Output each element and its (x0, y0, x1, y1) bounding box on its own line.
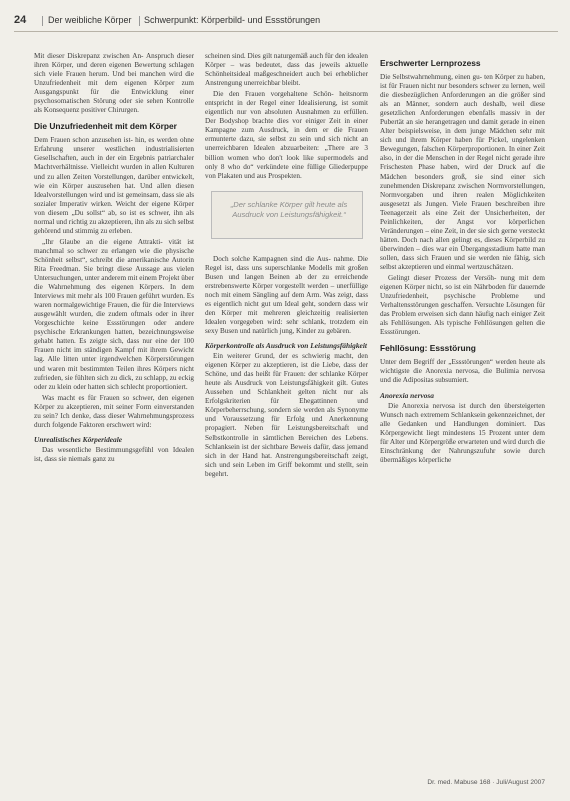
paragraph: Mit dieser Diskrepanz zwischen An- Anspruch dieser ihren Körper, und deren eigenen Bewertung schlagen sich viele Frauen herum. Und bei manchen wird die Unzufriedenheit mit dem eigenen Körper zum Ausgangspunkt für die Entwicklung einer psychosomatischen Störung oder sie sehen Kontrolle als Konsequenz positiver Chirurgen. (34, 52, 194, 115)
paragraph: Das wesentliche Bestimmungsgefühl von Idealen ist, dass sie niemals ganz zu (34, 445, 194, 463)
section-heading: Erschwerter Lernprozess (380, 58, 481, 68)
section-title: Der weibliche Körper (48, 15, 132, 25)
paragraph-text: scheinen sind. Dies gilt naturgemäß (205, 52, 308, 60)
paragraph: Die Selbstwahrnehmung, einen gu- ten Körper zu haben, ist für Frauen nicht nur besonders schwer zu lernen, weil die diesbezüglichen Anforderungen an die größer sind als an Männer, sondern auch deshalb, weil diese gesetzlichen Anforderungen ebenfalls massiv in der Pubertät an sie herangetragen und damit gerade in einen Alter beispielsweise, in dem junge Mädchen sehr mit sich und ihrem Körper haben für Pickel, ungelenken Bewegungen, falschen Körperproportionen. In einer Zeit also, in der die Menschen in der Regel nicht gerade ihre Frischesten Phase haben, wird der Druck auf die Mädchen besonders groß, sie sind einer sich zunehmenden Diskrepanz zwischen Normvorstellungen, Normvorgaben und ihren realen Möglichkeiten ausgesetzt als Jungen. Viele Frauen beschreiben ihre Teenagerzeit als eine Zeit der Unsicherheiten, der Peinlichkeiten, der Angst vor körperlichen Veränderungen – eine Zeit, in der sie sich gerne versteckt hätten. Doch nach allen gelingt es, dieses Körperbild zu überwinden – dies war ein Übergangsstadium hatte man sollen, dass sich Frauen und sie werden nie fähig, sich selbst akzeptieren und einmal wertzuschätzen. (380, 73, 545, 271)
paragraph-text: Die den Frauen vorgehaltene Schön- (213, 90, 334, 99)
paragraph: Die den Frauen vorgehaltene Schön- heitsnorm entspricht in der Regel einer Idealisierung, ist somit eigentlich nur von absoluten Ausnahmen zu erfüllen. Der Bodyshop brachte dies vor einiger Zeit in einer Kampagne zum Ausdruck, in dem er die Frauen ermunterte dazu, sie selbst zu sein und sich nicht an unerreichbaren Idealen abzuarbeiten: „There are 3 billion women who don't look like supermodels and only 8 who do“ verkündete eine füllige Gliederpuppe von Plakaten und aus Prospekten. (205, 90, 368, 180)
paragraph-text: Gelingt dieser Prozess der Versöh- (388, 274, 497, 283)
page-number: 24 (14, 14, 27, 26)
section-heading: Fehllösung: Essstörung (380, 343, 476, 354)
pull-quote (211, 191, 363, 239)
page-footer: Dr. med. Mabuse 168 · Juli/August 2007 (427, 779, 545, 786)
header-rule (14, 31, 558, 32)
paragraph-text: Die Anorexia nervosa ist durch den (388, 401, 501, 410)
section-heading: Die Unzufriedenheit mit dem Körper (34, 121, 177, 132)
paragraph-text: Das wesentliche Bestimmungsgefühl (42, 445, 154, 454)
text-column-2 (205, 52, 368, 481)
subheading: Unrealistisches Körperideale (34, 434, 123, 444)
paragraph-text: Unter dem Begriff der „Essstörungen“ (380, 358, 493, 367)
page-header (14, 14, 558, 30)
paragraph-text: Doch solche Kampagnen sind die Aus- (213, 254, 331, 263)
subheading: Anorexia nervosa (380, 390, 434, 400)
text-column-1 (34, 52, 194, 466)
subheading: Körperkontrolle als Ausdruck von Leistungsfähigkeit (205, 341, 367, 351)
paragraph: Was macht es für Frauen so schwer, den eigenen Körper zu akzeptieren, mit seiner Form einverstanden zu sein? Ich denke, dass dieser Wahrnehmungsprozess durch folgende Faktoren erschwert wird: (34, 393, 194, 429)
paragraph: Unter dem Begriff der „Essstörungen“ werden heute als wichtigste die Anorexia nervosa, die Bulimia nervosa und die Adipositas subsumiert. (380, 358, 545, 385)
paragraph-text: Was macht es für Frauen so schwer, (42, 393, 155, 402)
paragraph-text: Die Selbstwahrnehmung, einen gu- (380, 73, 483, 81)
paragraph: „Ihr Glaube an die eigene Attrakti- vität ist manchmal so schwer zu erlangen wie die physische Schönheit selbst“, schreibt die amerikanische Autorin Rita Freedman. Sie bringt diese Aussage aus vielen Untersuchungen, unter anderem mit einem Projekt über die Wahrnehmung des eigenen Körpers. In dem Interviews mit mehr als 100 Frauen geführt wurden. Es waren normalgewichtige Frauen, die für die Interviews ausgewählt wurden, die zudem oftmals oder in ihrer Vorgeschichte keine Essstörungen oder andere psychische Erkrankungen hatten, bezeichnungsweise gehabt hatten. Es zeigte sich, dass nur eine der 100 Frauen nicht im ständigen Kampf mit ihrem Gewicht lag. Alle litten unter irgendwelchen Körperstörungen und waren mit bestimmten Teilen ihres Körpers nicht zufrieden, sie fühlten sich zu dick, zu schlapp, zu eckig oder zu klein oder hatten sich schlecht proportioniert. (34, 237, 194, 391)
header-separator (42, 16, 43, 26)
paragraph-text: Dem Frauen schon anzusehen ist- (34, 136, 133, 145)
paragraph: Gelingt dieser Prozess der Versöh- nung mit dem eigenen Körper nicht, so ist ein Nährboden für dauernde Unzufriedenheit, psychische Probleme und Verhaltensstörungen geschaffen. Versuchte Lösungen für das Problem erweisen sich dann häufig nach einiger Zeit als Fehllösungen. Als typische Fehllösungen gelten die Essstörungen. (380, 274, 545, 337)
paragraph-text: Ein weiterer Grund, der es schwierig (213, 352, 331, 361)
paragraph: Ein weiterer Grund, der es schwierig macht, den eigenen Körper zu akzeptieren, ist die Liebe, dass der Schöne, und das heißt für Frauen: der schlanke Körper heute als Ausdruck von Leistungsfähigkeit gilt. Gutes Aussehen und Schlankheit gelten nicht nur als Erfolgskriterien für Ehegattinnen und Körperbeherrschung, sondern sie werden als Synonyme und Voraussetzung für Erfolg und Anerkennung propagiert. Neben für Leistungsbereitschaft und Selbstkontrolle in sämtlichen Bereichen des Lebens. Schlanksein ist der sichtbare Beweis dafür, dass jemand sich in der Hand hat. Anstrengungsbereitschaft zeigt, sich und sein Leben im Griff bekommt und stellt, sein begehrt. (205, 352, 368, 478)
paragraph-text: „Ihr Glaube an die eigene Attrakti- (42, 237, 163, 246)
topic-title: Schwerpunkt: Körperbild- und Essstörungen (144, 15, 321, 25)
paragraph-text: Mit dieser Diskrepanz zwischen An- (34, 52, 144, 60)
text-column-3 (380, 52, 545, 467)
pull-quote-text: „Der schlanke Körper gilt heute als Ausdruck von Leistungsfähigkeit.“ (230, 199, 348, 219)
paragraph: Dem Frauen schon anzusehen ist- hin, es werden ohne Erfahrung unserer westlichen industrialisierten Gesellschaften, auch in der ein Ergebnis patriarchaler Machtverhältnisse. Vielleicht wurden in allen Kulturen und zu allen Zeiten Vorstellungen, darüber entwickelt, wie ein Körper auszusehen hat. Und allen diesen Idealvorstellungen wird und ist gemeinsam, dass sie als sozialer Imperativ wirken. Weicht der eigene Körper von diesem „Du sollst“ ab, so ist es schwer, ihn als normal und richtig zu akzeptieren, ihn als zu sich selbst gehörend und stimmig zu erleben. (34, 136, 194, 235)
header-separator (139, 16, 140, 26)
paragraph: scheinen sind. Dies gilt naturgemäß auch für den idealen Körper – was bedeutet, dass das jeweils aktuelle Schönheitsideal maßgeschneidert auch bei erheblicher Anstrengung unerreichbar bleibt. (205, 52, 368, 88)
paragraph: Doch solche Kampagnen sind die Aus- nahme. Die Regel ist, dass uns superschlanke Modells mit großen Busen und langen Beinen ab der zu erreichende erstrebenswerte Körper vorgestellt werden – unerfüllige noch mit einem Sängling auf dem Arm. Was zeigt, dass es eigentlich nicht gut um Ideal geht, sondern dass wir den Körper mit mehreren gleichzeitig realisierten Idealen vorgegeben wird: sehr schlank, trotzdem ein sexy Busen und natürlich jung, Kinder zu gebären. (205, 254, 369, 336)
paragraph: Die Anorexia nervosa ist durch den übersteigerten Wunsch nach extremem Schlanksein gekennzeichnet, der alle Gedanken und Handlungen dominiert. Das Körpergewicht liegt mindestens 15 Prozent unter dem für Alter und Körpergröße erwarteten und wird durch die Einschränkung der Nahrungszufuhr sowie durch übermäßiges körperliche (380, 401, 545, 464)
